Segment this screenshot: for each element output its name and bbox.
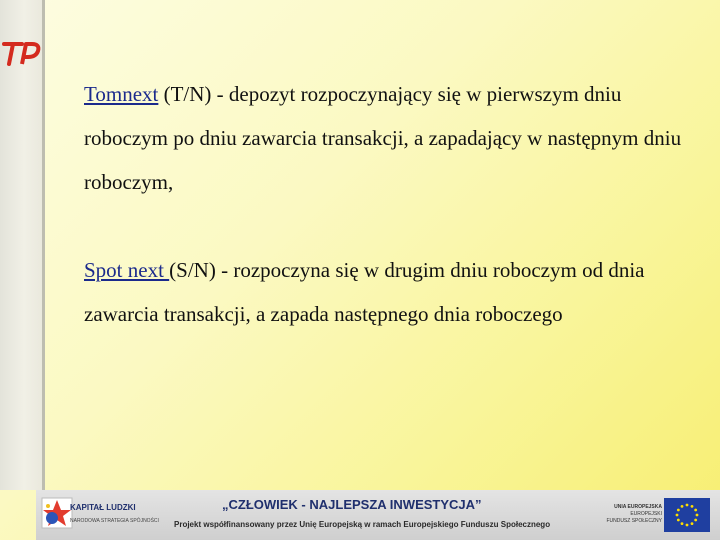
kapital-ludzki-title: KAPITAŁ LUDZKI bbox=[70, 503, 136, 512]
footer-banner bbox=[36, 490, 720, 540]
eu-flag-field bbox=[664, 498, 710, 532]
eu-line-union: UNIA EUROPEJSKA bbox=[614, 504, 662, 510]
eu-star bbox=[677, 519, 680, 522]
eu-star bbox=[694, 509, 697, 512]
eu-star bbox=[676, 514, 679, 517]
eu-star bbox=[694, 519, 697, 522]
eu-star bbox=[686, 504, 689, 507]
eu-star bbox=[681, 522, 684, 525]
project-statement: Projekt współfinansowany przez Unię Europejską w ramach Europejskiego Funduszu Społecznego bbox=[174, 520, 551, 529]
rail-divider bbox=[42, 0, 45, 490]
kapital-ludzki-logo-icon bbox=[40, 496, 74, 530]
eu-line-european: EUROPEJSKI bbox=[630, 511, 662, 517]
eu-star bbox=[677, 509, 680, 512]
term-spot-next: Spot next bbox=[84, 258, 170, 282]
eu-flag-icon bbox=[664, 498, 710, 532]
eu-line-social-fund: FUNDUSZ SPOŁECZNY bbox=[606, 518, 662, 524]
paragraph-spot-next bbox=[84, 248, 684, 336]
eu-star bbox=[686, 524, 689, 527]
paragraph-tomnext bbox=[84, 72, 684, 204]
content bbox=[84, 72, 684, 336]
term-tomnext: Tomnext bbox=[84, 82, 159, 106]
definition-tomnext: (T/N) - depozyt rozpoczynający się w pierwszym dniu roboczym po dniu zawarcia transakcji, a zapadający w następnym dniu roboczym, bbox=[84, 82, 682, 194]
tp-logo-icon bbox=[2, 38, 42, 68]
definition-spot-next: (S/N) - rozpoczyna się w drugim dniu roboczym od dnia zawarcia transakcji, a zapada następnego dnia roboczego bbox=[84, 258, 645, 326]
eu-star bbox=[681, 505, 684, 508]
eu-text bbox=[592, 504, 662, 525]
eu-star bbox=[691, 505, 694, 508]
eu-star bbox=[691, 522, 694, 525]
kapital-ludzki-subtitle: NARODOWA STRATEGIA SPÓJNOŚCI bbox=[70, 518, 159, 524]
slogan: „CZŁOWIEK - NAJLEPSZA INWESTYCJA” bbox=[222, 497, 482, 512]
eu-star bbox=[696, 514, 699, 517]
left-rail bbox=[0, 0, 44, 490]
